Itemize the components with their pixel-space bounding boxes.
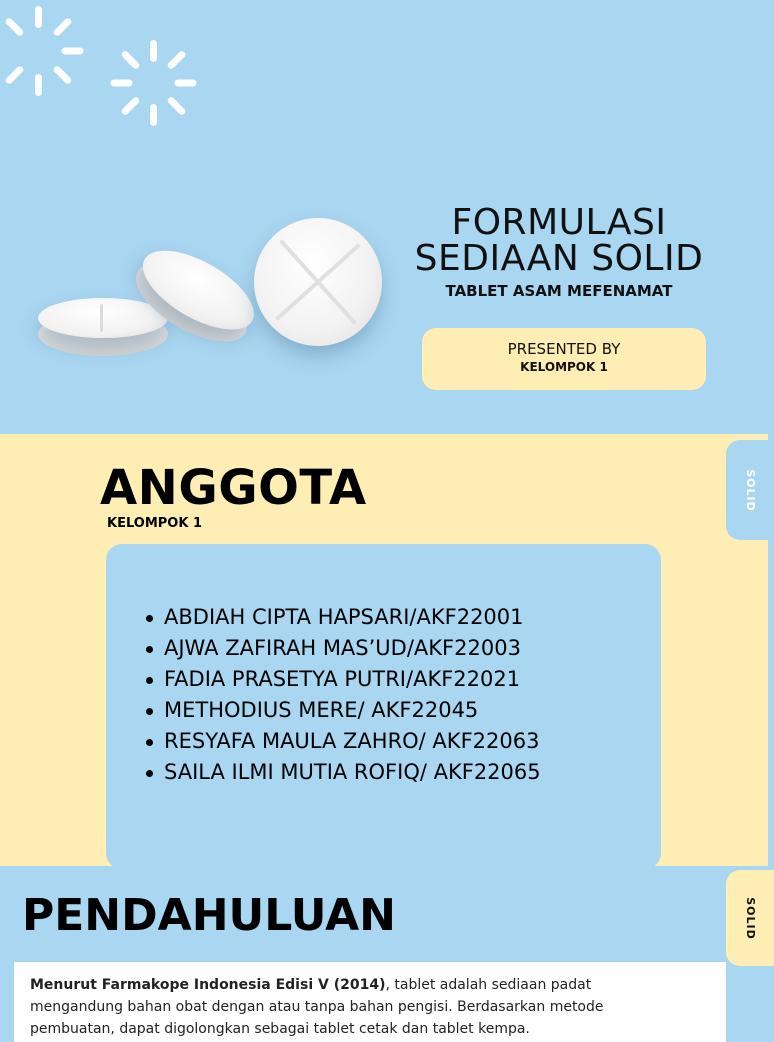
- introduction-line-3: pembuatan, dapat digolongkan sebagai tablet cetak dan tablet kempa.: [30, 1021, 530, 1037]
- solid-side-tab-label: SOLID: [743, 896, 757, 940]
- member-item: RESYAFA MAULA ZAHRO/ AKF22063: [164, 726, 661, 757]
- presentation-subtitle: TABLET ASAM MEFENAMAT: [445, 282, 673, 300]
- presented-by-label: PRESENTED BY: [507, 340, 621, 358]
- introduction-slide: [0, 866, 768, 1037]
- member-item: ABDIAH CIPTA HAPSARI/AKF22001: [164, 602, 661, 633]
- members-list: [144, 602, 661, 788]
- introduction-heading: PENDAHULUAN: [22, 890, 396, 941]
- introduction-line-1: , tablet adalah sediaan padat: [385, 977, 592, 993]
- solid-side-tab: [726, 440, 774, 540]
- introduction-source: Menurut Farmakope Indonesia Edisi V (2014): [30, 977, 386, 993]
- solid-side-tab: [726, 870, 774, 966]
- member-item: METHODIUS MERE/ AKF22045: [164, 695, 661, 726]
- introduction-line-2: mengandung bahan obat dengan atau tanpa bahan pengisi. Berdasarkan metode: [30, 999, 604, 1015]
- solid-side-tab-label: SOLID: [743, 468, 757, 512]
- member-item: FADIA PRASETYA PUTRI/AKF22021: [164, 664, 661, 695]
- members-subheading: KELOMPOK 1: [107, 516, 202, 531]
- presentation-title: [404, 202, 714, 279]
- presented-by-group: KELOMPOK 1: [520, 360, 608, 374]
- title-slide: [0, 0, 768, 434]
- members-heading: ANGGOTA: [100, 460, 367, 516]
- member-item: AJWA ZAFIRAH MAS’UD/AKF22003: [164, 633, 661, 664]
- presented-by-box: [422, 328, 706, 390]
- members-list-box: [106, 544, 661, 869]
- title-line-1: FORMULASI: [451, 202, 667, 243]
- title-line-2: SEDIAAN SOLID: [414, 238, 704, 279]
- members-slide: [0, 434, 768, 866]
- introduction-text-card: [14, 962, 726, 1042]
- member-item: SAILA ILMI MUTIA ROFIQ/ AKF22065: [164, 757, 661, 788]
- introduction-paragraph: [30, 974, 712, 1040]
